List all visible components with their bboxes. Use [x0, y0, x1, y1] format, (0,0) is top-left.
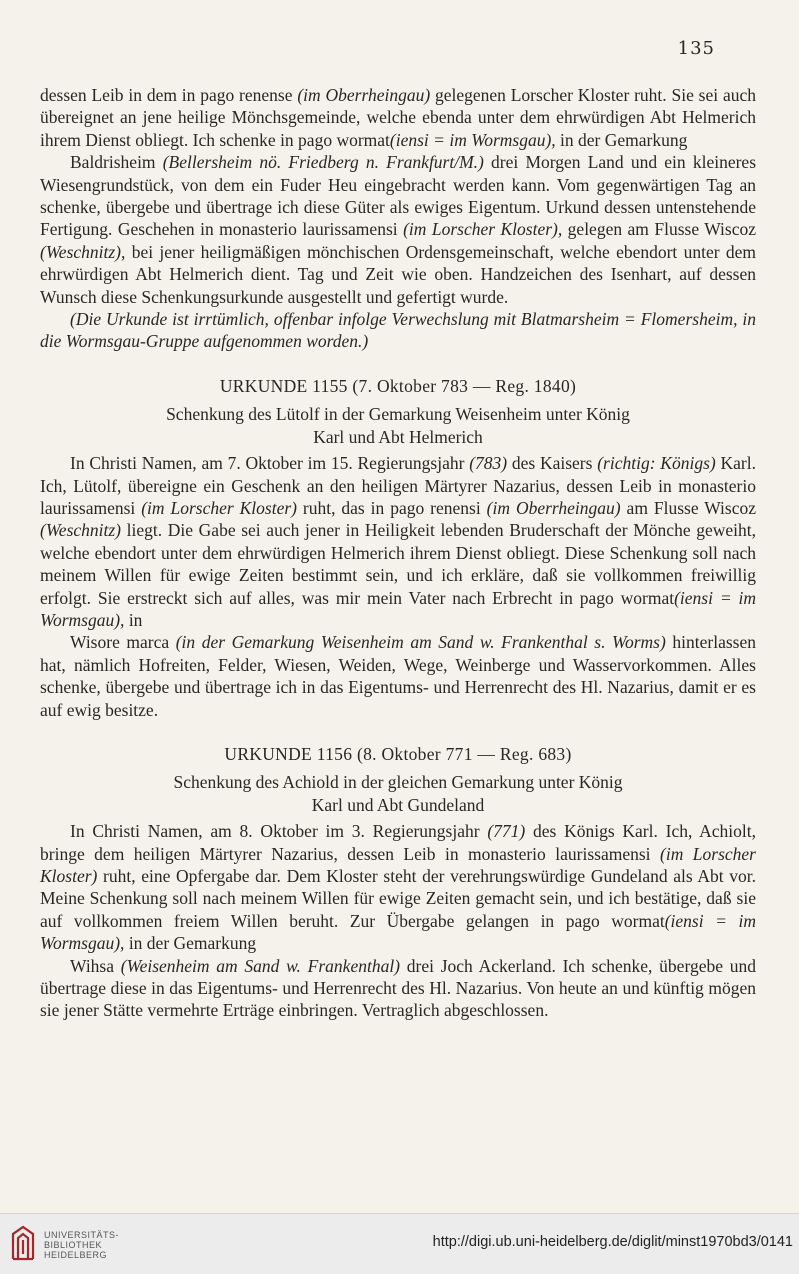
text-run: liegt. Die Gabe sei auch jener in Heiligkeit lebenden Bruderschaft der Mönche geweiht, welche ebendort unter dem ehrwürdigen Helmerich ihrem Dienst obliegt. Diese Schenkung soll nach meinem Willen für ewige Zeiten bestimmt sein, und ich erkläre, daß sie vollkommen freiwillig erfolgt. Sie erstreckt sich auf alles, was mir mein Vater nach Erbrecht in pago wormat [40, 520, 756, 608]
viewer-footer [0, 1213, 799, 1274]
italic-gloss: (Weschnitz) [40, 520, 122, 541]
italic-gloss: (Weisenheim am Sand w. Frankenthal) [120, 955, 401, 976]
text-run: in [124, 609, 143, 630]
urkunde-1156-paragraph-1 [40, 820, 756, 954]
urkunde-1156-subtitle-line-1: Schenkung des Achiold in der gleichen Gemarkung unter König [173, 772, 623, 793]
text-run: Baldrisheim [70, 152, 163, 173]
text-run: drei Morgen Land und ein kleineres Wiesengrundstück, von dem ein Fuder Heu eingebracht werden kann. Vom gegenwärtigen Tag an schenke, übergebe und übertrage ich diese Güter als ewiges Eigentum. Urkund dessen untenstehende Fertigung. Geschehen in monasterio laurissamensi [40, 152, 757, 240]
intro-paragraph-1 [40, 84, 756, 151]
italic-gloss: (771) [487, 821, 526, 842]
italic-gloss: (Die Urkunde ist irrtümlich, offenbar infolge Verwechslung mit Blatmarsheim = Flomersheim, in die Wormsgau-Gruppe aufgenommen worden.) [40, 309, 756, 352]
italic-gloss: (richtig: Königs) [597, 453, 716, 474]
urkunde-1155-heading: URKUNDE 1155 (7. Oktober 783 — Reg. 1840) [219, 375, 577, 396]
page-number: 135 [677, 38, 715, 59]
text-run: dessen Leib in dem in pago renense [40, 85, 298, 105]
urkunde-1156-heading: URKUNDE 1156 (8. Oktober 771 — Reg. 683) [224, 743, 572, 764]
italic-gloss: (783) [469, 453, 508, 474]
urkunde-1156-subtitle [40, 771, 756, 816]
text-run: in der Gemarkung [124, 933, 257, 954]
italic-gloss: (iensi = im Wormsgau), [389, 129, 556, 150]
italic-gloss: (in der Gemarkung Weisenheim am Sand w. Frankenthal s. Worms) [175, 632, 666, 653]
urkunde-1155-subtitle-line-2: Karl und Abt Helmerich [313, 426, 483, 447]
text-run: gelegen am Flusse Wiscoz [562, 219, 757, 240]
italic-gloss: (im Lorscher Kloster) [141, 497, 297, 518]
text-run: In Christi Namen, am 7. Oktober im 15. Regierungsjahr [70, 453, 470, 474]
text-run: in der Gemarkung [555, 129, 688, 150]
urkunde-1155-subtitle-line-1: Schenkung des Lütolf in der Gemarkung Weisenheim unter König [166, 404, 630, 425]
italic-gloss: (iensi = im Wormsgau), [40, 910, 756, 954]
text-run: gelegenen Lorscher Kloster ruht. Sie sei auch übereignet an jene heilige Mönchsgemeinde, welche ebenda unter dem ehrwürdigen Abt Helmerich ihrem Dienst obliegt. Ich schenke in pago wormat [40, 85, 756, 150]
urkunde-1155-paragraph-2 [40, 631, 756, 721]
text-run: des Königs Karl. Ich, Achiolt, bringe dem heiligen Märtyrer Nazarius, dessen Leib in monasterio laurissamensi [40, 821, 757, 864]
text-run: ruht, das in pago renensi [296, 497, 487, 518]
text-run: In Christi Namen, am 8. Oktober im 3. Regierungsjahr [70, 821, 488, 842]
italic-gloss: (im Lorscher Kloster), [403, 219, 563, 240]
italic-gloss: (iensi = im Wormsgau), [40, 587, 756, 630]
text-run: Karl. Ich, Lütolf, übereigne ein Geschenk an den heiligen Märtyrer Nazarius, dessen Leib in monasterio laurissamensi [40, 453, 756, 518]
text-run: Wihsa [70, 955, 121, 976]
logo-line-2: BIBLIOTHEK [44, 1240, 103, 1250]
text-run: drei Joch Ackerland. Ich schenke, übergebe und übertrage diese in das Eigentums- und Herrenrecht des Hl. Nazarius. Von heute an und künftig mögen sie jener Stätte vermehrte Erträge einbringen. Vertraglich abgeschlossen. [40, 955, 756, 1021]
text-run: bei jener heiligmäßigen mönchischen Ordensgemeinschaft, welche ebendort unter dem ehrwürdigen Abt Helmerich dient. Tag und Zeit wie oben. Handzeichen des Isenhart, auf dessen Wunsch diese Schenkungsurkunde ausgestellt und gefertigt wurde. [40, 241, 756, 307]
italic-gloss: (im Oberrheingau) [297, 85, 431, 105]
urkunde-1156-subtitle-line-2: Karl und Abt Gundeland [311, 794, 485, 815]
urkunde-1156-paragraph-2 [40, 955, 756, 1022]
logo-line-1: UNIVERSITÄTS- [44, 1230, 120, 1240]
logo-line-3: HEIDELBERG [44, 1250, 108, 1260]
text-run: am Flusse Wiscoz [620, 497, 756, 518]
italic-gloss: (Weschnitz), [40, 241, 126, 262]
intro-paragraph-2 [40, 151, 756, 308]
text-run: Wisore marca [70, 632, 176, 653]
university-library-logo-text [44, 1230, 119, 1260]
text-run: ruht, eine Opfergabe dar. Dem Kloster steht der verehrungswürdige Gundeland als Abt vor. Meine Schenkung soll nach meinem Willen für ewige Zeiten gemacht sein, und ich bestätige, daß sie auf vollkommen freiem Willen beruht. Zur Übergabe gelangen in pago wormat [40, 866, 756, 931]
university-library-logo-icon [10, 1224, 36, 1262]
intro-note [40, 308, 756, 353]
page-body [40, 84, 756, 1022]
text-run: des Kaisers [507, 453, 598, 474]
text-run: hinterlassen hat, nämlich Hofreiten, Felder, Wiesen, Weiden, Wege, Weinberge und Wasservorkommen. Alles schenke, übergebe und übertrage ich in das Eigentums- und Herrenrecht des Hl. Nazarius, damit er es auf ewig besitze. [40, 632, 756, 720]
urkunde-1155-subtitle [40, 403, 756, 448]
italic-gloss: (im Lorscher Kloster) [40, 843, 756, 886]
italic-gloss: (im Oberrheingau) [486, 497, 621, 518]
italic-gloss: (Bellersheim nö. Friedberg n. Frankfurt/M.) [162, 152, 484, 173]
urkunde-1155-paragraph-1 [40, 452, 756, 631]
permalink-url[interactable]: http://digi.ub.uni-heidelberg.de/diglit/minst1970bd3/0141 [432, 1234, 793, 1250]
